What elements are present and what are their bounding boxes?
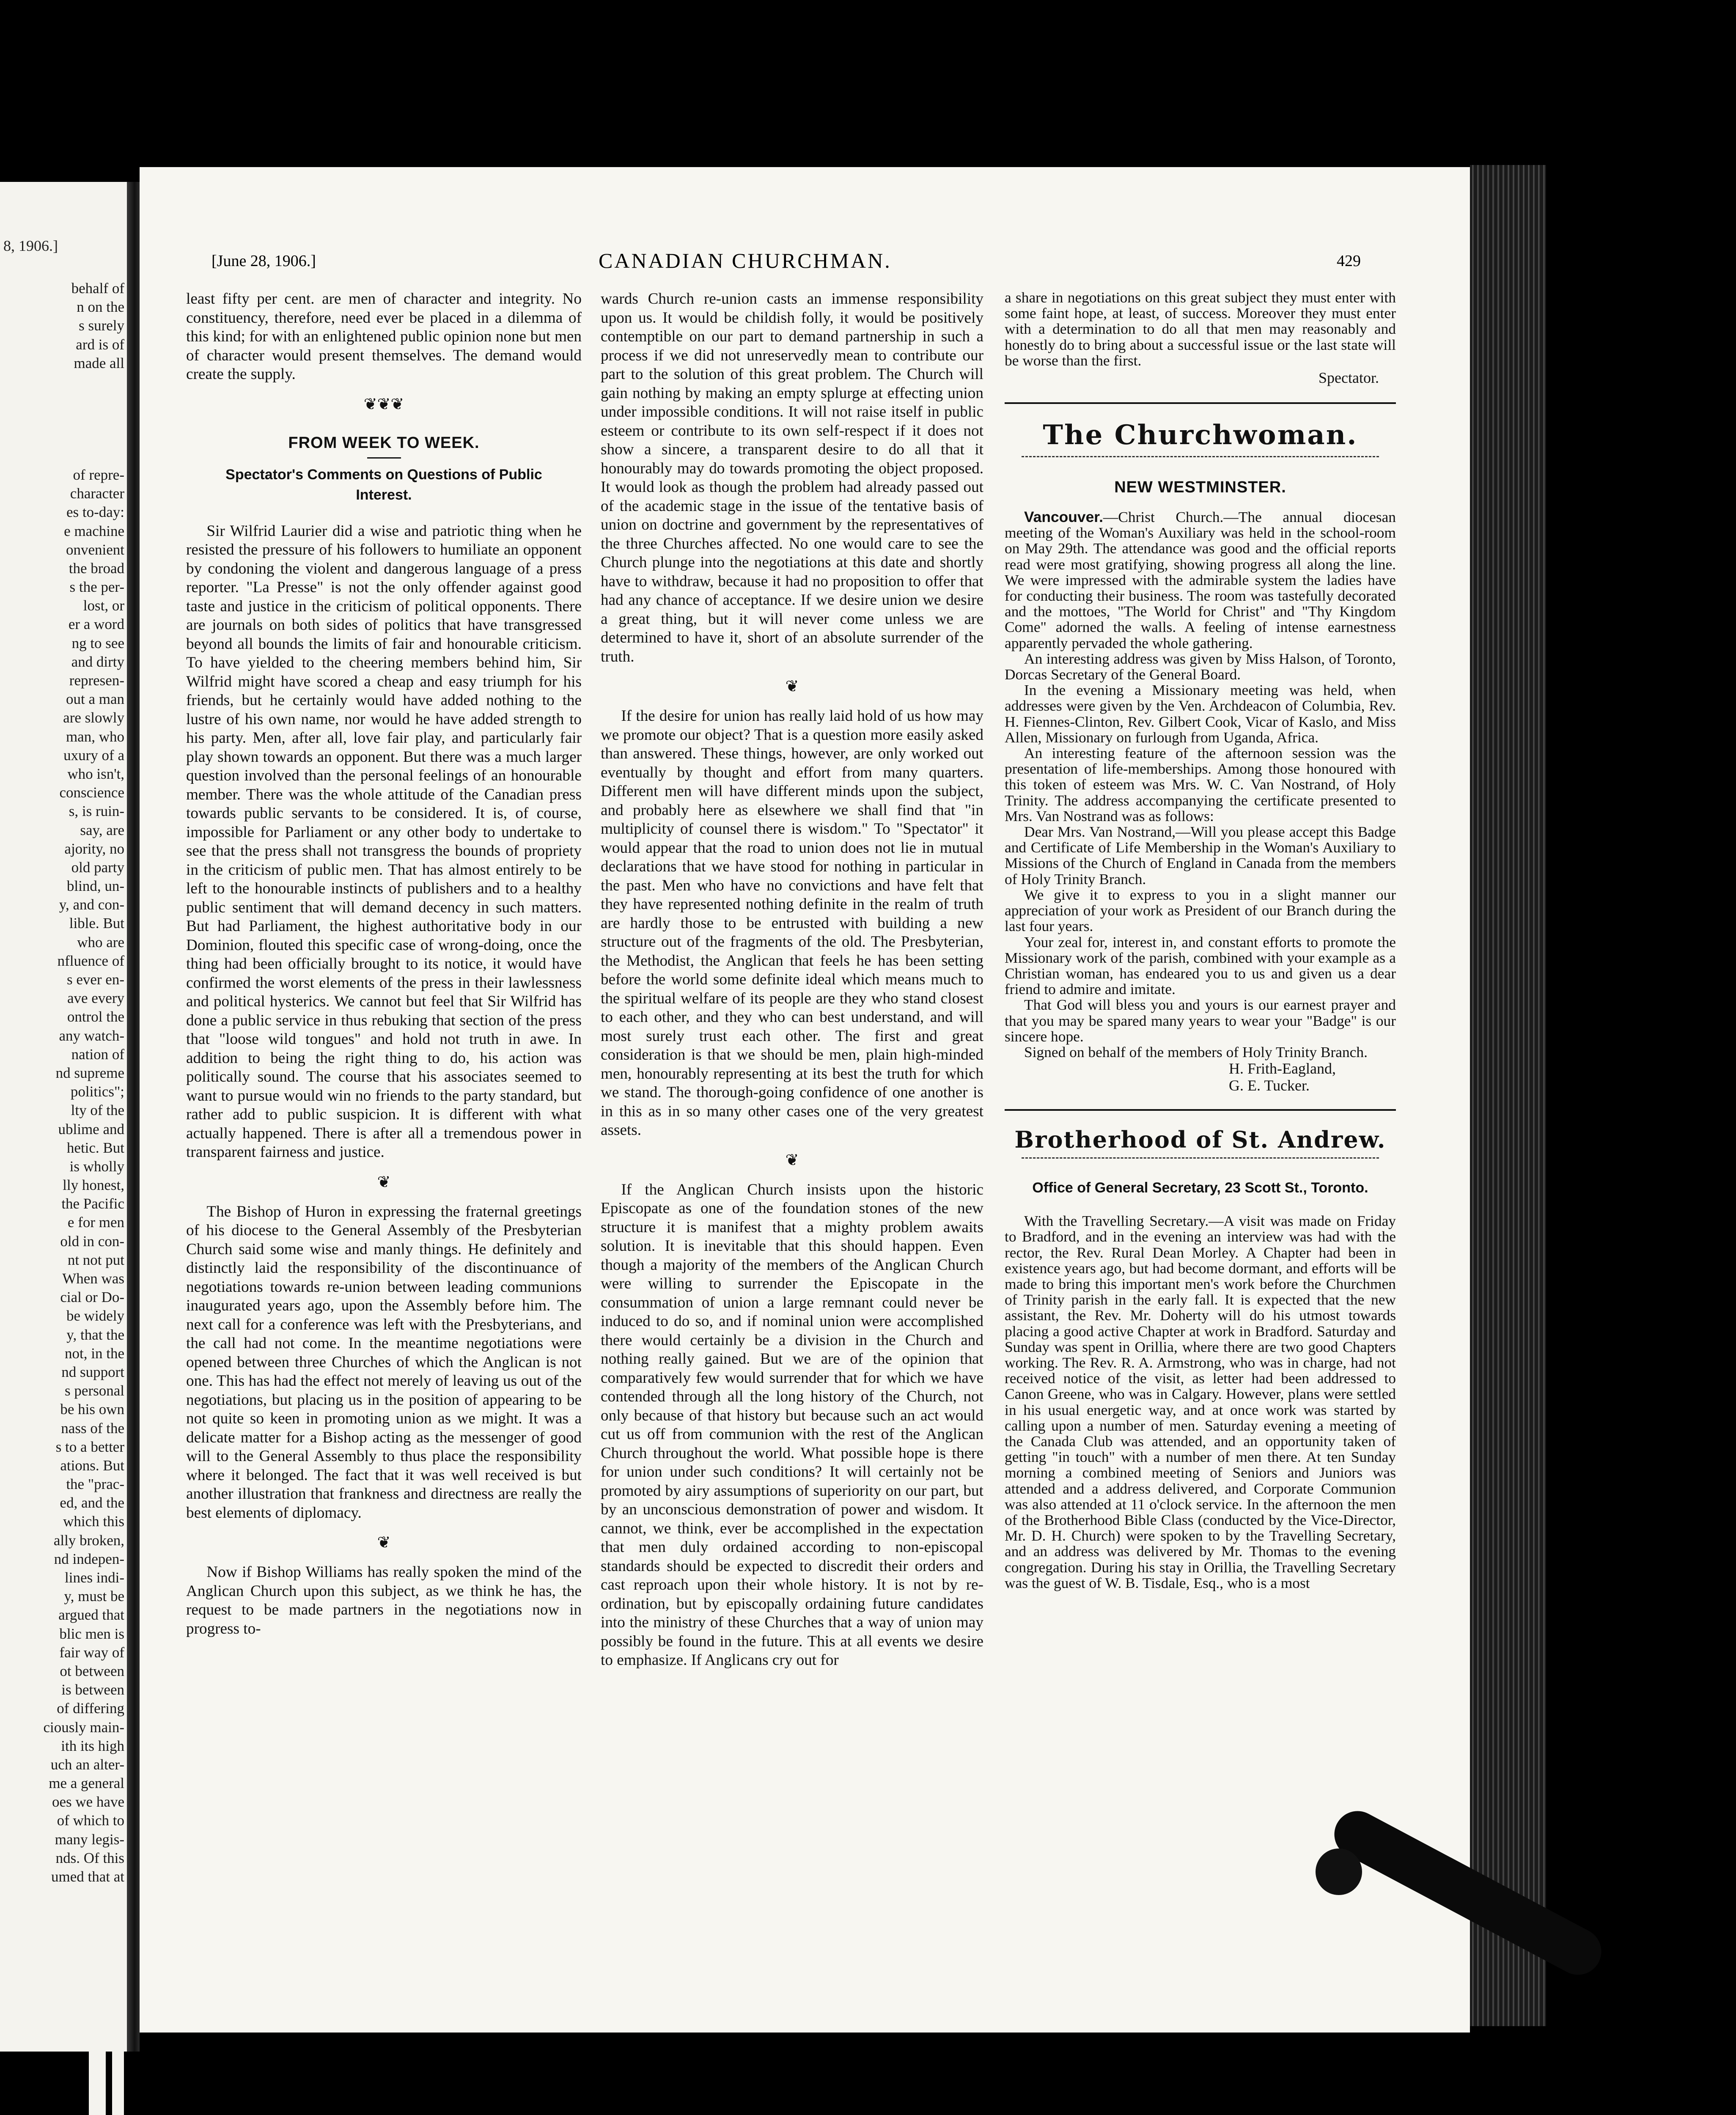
- facing-page-line: uch an alter-: [50, 1756, 124, 1773]
- facing-page-line: who are: [77, 934, 124, 950]
- facing-page-line: y, and con-: [59, 896, 124, 913]
- facing-page-line: n on the: [77, 299, 124, 316]
- facing-page-line: ontrol the: [67, 1008, 124, 1025]
- facing-page-line: which this: [63, 1513, 124, 1530]
- facing-page-line: of which to: [57, 1812, 124, 1829]
- facing-page-line: not, in the: [65, 1345, 124, 1362]
- facing-page-line: ajority, no: [64, 840, 124, 857]
- facing-page-left: [0, 182, 127, 2052]
- facing-page-line: the Pacific: [61, 1195, 124, 1212]
- brotherhood-heading: Brotherhood of St. Andrew.: [1014, 1126, 1386, 1154]
- paragraph: An interesting address was given by Miss Halson, of Toronto, Dorcas Secretary of the General Board.: [1005, 650, 1396, 683]
- facing-page-line: oes we have: [52, 1794, 124, 1810]
- facing-page-line: nd indepen-: [54, 1550, 124, 1567]
- facing-page-line: uxury of a: [63, 747, 124, 764]
- ornament: ❦: [377, 1534, 391, 1552]
- facing-page-line: When was: [62, 1270, 124, 1287]
- facing-page-line: s to a better: [55, 1438, 124, 1455]
- book-gutter: [127, 182, 140, 2052]
- facing-page-line: e for men: [67, 1214, 124, 1231]
- facing-page-line: s personal: [65, 1382, 124, 1399]
- facing-page-line: e machine: [64, 522, 124, 539]
- facing-page-line: ot between: [60, 1662, 124, 1679]
- facing-page-line: nation of: [71, 1046, 124, 1063]
- page-edge-strip: [89, 2052, 106, 2115]
- facing-page-line: man, who: [66, 728, 124, 745]
- divider: [1022, 456, 1379, 457]
- facing-page-line: lty of the: [71, 1102, 124, 1119]
- facing-page-text: [2, 279, 124, 1886]
- facing-page-line: ave every: [67, 990, 124, 1007]
- facing-page-line: politics";: [70, 1083, 124, 1100]
- divider: [1005, 402, 1396, 404]
- facing-page-line: umed that at: [51, 1868, 124, 1885]
- facing-page-line: character: [70, 485, 124, 502]
- facing-page-line: ng to see: [71, 634, 124, 651]
- facing-page-line: any watch-: [59, 1027, 124, 1044]
- facing-page-line: out a man: [66, 691, 124, 708]
- office-heading: Office of General Secretary, 23 Scott St., Toronto.: [1032, 1180, 1368, 1196]
- facing-page-line: ations. But: [60, 1457, 124, 1474]
- facing-page-line: es to-day:: [66, 504, 124, 521]
- facing-page-line: be his own: [60, 1401, 124, 1418]
- facing-page-line: nd support: [61, 1363, 124, 1380]
- signature: Spectator.: [1318, 369, 1379, 387]
- facing-page-line: cial or Do-: [60, 1289, 124, 1306]
- paragraph: That God will bless you and yours is our earnest prayer and that you may be spared many years to wear your "Badge" is our sincere hope.: [1005, 996, 1396, 1045]
- paragraph: We give it to express to you in a slight manner our appreciation of your work as President of our Branch during the last four years.: [1005, 886, 1396, 935]
- divider: [1005, 1109, 1396, 1111]
- facing-page-line: onvenient: [66, 541, 124, 558]
- facing-page-line: ally broken,: [53, 1532, 124, 1549]
- page-edge-strip: [112, 2052, 124, 2115]
- page-clip-tip: [1316, 1849, 1362, 1895]
- facing-page-line: of differing: [57, 1700, 124, 1717]
- facing-page-line: s, is ruin-: [69, 803, 124, 820]
- facing-page-line: ublime and: [58, 1121, 124, 1137]
- book-page-edges: [1470, 165, 1546, 2026]
- paragraph: In the evening a Missionary meeting was held, when addresses were given by the Ven. Archdeacon of Columbia, Rev. H. Fiennes-Clinton, Rev. Gilbert Cook, Vicar of Kaslo, and Miss Allen, Missionary on furlough from Uganda, Africa.: [1005, 681, 1396, 746]
- facing-page-line: behalf of: [71, 280, 124, 297]
- facing-page-line: ed, and the: [60, 1494, 124, 1511]
- facing-page-line: argued that: [58, 1607, 124, 1623]
- ornament: ❦❦❦: [363, 395, 404, 413]
- page-number: 429: [1337, 252, 1361, 270]
- section-title: FROM WEEK TO WEEK.: [288, 434, 480, 452]
- paragraph: Signed on behalf of the members of Holy Trinity Branch.: [1024, 1043, 1368, 1060]
- column-2: [601, 290, 983, 1670]
- facing-page-line: ciously main-: [43, 1719, 124, 1736]
- running-head: [0, 249, 1470, 277]
- column-3: [1005, 290, 1396, 1591]
- publication-title: CANADIAN CHURCHMAN.: [599, 249, 892, 272]
- facing-page-line: lible. But: [69, 915, 124, 932]
- facing-page-line: s the per-: [69, 579, 124, 596]
- facing-page-line: lly honest,: [63, 1177, 124, 1194]
- facing-page-line: many legis-: [55, 1831, 124, 1848]
- facing-page-line: old in con-: [60, 1233, 124, 1250]
- facing-page-line: who isn't,: [67, 765, 124, 782]
- facing-page-line: ith its high: [61, 1737, 124, 1754]
- facing-page-line: nd supreme: [55, 1064, 124, 1081]
- facing-page-line: fair way of: [59, 1644, 124, 1661]
- facing-page-line: lines indi-: [65, 1569, 124, 1586]
- facing-page-line: y, that the: [66, 1326, 124, 1343]
- paragraph: Sir Wilfrid Laurier did a wise and patriotic thing when he resisted the pressure of his followers to humiliate an opponent by condoning the violent and dangerous language of a press reporter. "La Presse" is not the only offender against good taste and justice in the criticism of political opponents. There are journals on both sides of politics that have transgressed beyond all bounds the limits of fair and honourable criticism. To have yielded to the cheering members behind him, Sir Wilfrid might have scored a cheap and easy triumph for his friends, but he certainly would have added nothing to the lustre of his own name, nor would he have added strength to his party. Men, after all, love fair play, and particularly fair play shown towards an opponent. But there was a much larger question involved than the personal feelings of an honourable member. There was the whole attitude of the Canadian press towards public servants to be considered. It is, of course, impossible for Parliament or any other body to undertake to see that the press shall not transgress the bounds of propriety in the criticism of public men. That has almost entirely to be left to the honourable instincts of publishers and to a healthy public sentiment that will demand decency in such matters. But had Parliament, the highest authoritative body in our Dominion, flouted this specific case of wrong-doing, once the thing had been officially brought to its notice, it would have confirmed the worst elements of the press in their lawlessness and political hysterics. We cannot but feel that Sir Wilfrid has done a public service in thus rebuking that section of the press that "loose wild tongues" and hold not truth in awe. In addition to being the right thing to do, his action was politically sound. The course that his associates seemed to want to pursue would win no friends to the party standard, but rather add to public suspicion. It is different with what actually happened. There is after all a tremendous power in transparent fairness and justice.: [186, 522, 582, 1161]
- divider: [367, 457, 401, 459]
- facing-page-line: the broad: [69, 560, 124, 577]
- facing-page-line: represen-: [69, 672, 124, 689]
- facing-page-line: hetic. But: [66, 1139, 124, 1156]
- dateline: Vancouver.: [1024, 508, 1103, 526]
- facing-page-line: s surely: [79, 317, 124, 334]
- facing-page-line: er a word: [68, 616, 124, 633]
- paragraph: If the Anglican Church insists upon the historic Episcopate as one of the foundation stones of the new structure it is manifest that a mighty problem awaits solution. It is inevitable that this should happen. Even though a majority of the members of the Anglican Church were willing to surrender the Episcopate in the consummation of union a large remnant could never be induced to do so, and if nominal union were accomplished there would certainly be a division in the Church and nothing really gained. But we are of the opinion that comparatively few would surrender that for which we have contended through all the long history of the Church, not only because of that history but because such an act would cut us off from communion with the rest of the Anglican Church throughout the world. What possible hope is there for union under such conditions? It will certainly not be promoted by airy assumptions of superiority on our part, but by an unconscious demonstration of power and wisdom. It cannot, we think, ever be accomplished in the expectation that men duly ordained according to non-episcopal standards should be expected to discredit their orders and cast reproach upon their whole history. It is not by re-ordination, but by episcopally ordaining future candidates into the ministry of these Churches that a way of union may possibly be found in the future. This at all events we desire to emphasize. If Anglicans cry out for: [601, 1181, 983, 1669]
- facing-page-line: are slowly: [63, 709, 124, 726]
- ornament: ❦: [785, 678, 799, 695]
- paragraph: a share in negotiations on this great subject they must enter with some faint hope, at least, of success. Moreover they must enter with a determination to do all that men may reasonably and honestly do to bring about a successful issue or the last state will be worse than the first.: [1005, 289, 1396, 369]
- paragraph: wards Church re-union casts an immense responsibility upon us. It would be childish folly, it would be positively contemptible on our part to demand partnership in such a process if we did not unreservedly mean to contribute our part to the solution of this great problem. The Church will gain nothing by making an empty splurge at effecting union under impossible conditions. It will not raise itself in public esteem or contribute to its own self-respect if it does not show a sincere, a transparent desire to do all that it honourably may do towards promoting the object proposed. It would look as though the problem had already passed out of the academic stage in the issue of the tentative basis of union on doctrine and government by the representatives of the three Churches affected. No one would care to see the Church plunge into the negotiations at this date and shortly have to withdraw, because it had no proposition to offer that had any chance of acceptance. If we desire union we desire a great thing, but it will never come unless we are determined to have it, short of an absolute surrender of the truth.: [601, 290, 983, 665]
- issue-date: [June 28, 1906.]: [212, 252, 316, 270]
- paragraph: Your zeal for, interest in, and constant efforts to promote the Missionary work of the parish, combined with your example as a Christian woman, has endeared you to us and given us a dear friend to admire and imitate.: [1005, 933, 1396, 998]
- facing-page-line: nt not put: [67, 1251, 124, 1268]
- paragraph: An interesting feature of the afternoon session was the presentation of life-memberships. Among those honoured with this token of esteem was Mrs. W. C. Van Nostrand, of Holy Trinity. The address accompanying the certificate presented to Mrs. Van Nostrand was as follows:: [1005, 744, 1396, 824]
- churchwoman-heading: The Churchwoman.: [1043, 419, 1358, 451]
- paragraph: Now if Bishop Williams has really spoken the mind of the Anglican Church upon this subject, as we think he has, the request to be made partners in the negotiations now in progress to-: [186, 1563, 582, 1637]
- section-subtitle: Spectator's Comments on Questions of Public Interest.: [225, 466, 542, 503]
- facing-page-line: blic men is: [59, 1625, 124, 1642]
- facing-page-line: lost, or: [83, 597, 124, 614]
- facing-page-line: nass of the: [61, 1420, 124, 1437]
- facing-page-line: of repre-: [73, 466, 124, 483]
- facing-page-line: conscience: [59, 784, 124, 801]
- facing-page-line: the "prac-: [66, 1476, 124, 1493]
- facing-page-line: be widely: [66, 1307, 124, 1324]
- facing-page-line: say, are: [80, 821, 124, 838]
- facing-page-header: 8, 1906.]: [3, 237, 58, 254]
- paragraph: Dear Mrs. Van Nostrand,—Will you please accept this Badge and Certificate of Life Membership in the Woman's Auxiliary to Missions of the Church of England in Canada from the members of Holy Trinity Branch.: [1005, 823, 1396, 887]
- facing-page-line: s ever en-: [66, 971, 124, 988]
- facing-page-line: and dirty: [71, 653, 124, 670]
- facing-page-line: nds. Of this: [55, 1849, 124, 1866]
- diocese-heading: NEW WESTMINSTER.: [1114, 478, 1286, 497]
- column-1: [186, 290, 582, 1638]
- facing-page-line: made all: [74, 354, 124, 371]
- paragraph: The Bishop of Huron in expressing the fraternal greetings of his diocese to the General Assembly of the Presbyterian Church said some wise and manly things. He definitely and distinctly laid the responsibility of the discontinuance of negotiations towards re-union between leading communions inaugurated years ago, upon the Assembly before him. The next call for a conference was left with the Presbyterians, and the call had not come. In the meantime negotiations were opened between three Churches of which the Anglican is not one. This has had the effect not merely of leaving us out of the negotiations, but placing us in the position of appearing to be not quite so keen in promoting union as we might. It was a delicate matter for a Bishop acting as the messenger of good will to the General Assembly to thus place the responsibility where it belonged. The fact that it was well received is but another illustration that frankness and directness are really the best elements of diplomacy.: [186, 1203, 582, 1522]
- ornament: ❦: [785, 1151, 799, 1169]
- facing-page-line: old party: [71, 859, 124, 876]
- facing-page-line: nfluence of: [57, 952, 124, 969]
- signatory: G. E. Tucker.: [1229, 1077, 1310, 1094]
- facing-page-line: y, must be: [64, 1588, 124, 1605]
- signatory: H. Frith-Eagland,: [1229, 1060, 1336, 1077]
- ornament: ❦: [377, 1173, 391, 1191]
- facing-page-line: ard is of: [76, 336, 124, 353]
- paragraph: If the desire for union has really laid hold of us how may we promote our object? That is a question more easily asked than answered. These things, however, are only worked out eventually by thought and effort from many quarters. Different men will have different minds upon the subject, and probably here as elsewhere we shall find that "in multiplicity of counsel there is wisdom." To "Spectator" it would appear that the road to union does not lie in mutual declarations that we have stood for nothing in particular in the past. Men who have no convictions and have felt that they have represented nothing definite in the realm of truth are hardly those to be entrusted with building a new structure out of the fragments of the old. The Presbyterian, the Methodist, the Anglican that feels he has been setting before the world some definite ideal which means much to the spiritual welfare of its people are they who stand closest to each other, and they who can best understand, and will most surely trust each other. The first and great consideration is that we should be men, plain high-minded men, honourably representing at its best the truth for which we stand. The thorough-going confidence of one another is in this as in so many other cases one of the very greatest assets.: [601, 707, 983, 1139]
- facing-page-line: is between: [61, 1681, 124, 1698]
- facing-page-line: me a general: [49, 1775, 124, 1792]
- facing-page-line: is wholly: [69, 1158, 124, 1175]
- facing-page-line: blind, un-: [66, 878, 124, 895]
- paragraph: least fifty per cent. are men of character and integrity. No constituency, therefore, need ever be placed in a dilemma of this kind; for with an enlightened public opinion none but men of character would present themselves. The demand would create the supply.: [186, 290, 582, 383]
- paragraph: With the Travelling Secretary.—A visit was made on Friday to Bradford, and in the evening an interview was had with the rector, the Rev. Rural Dean Morley. A Chapter had been in existence years ago, but had become dormant, and efforts will be made to bring this important men's work before the Churchmen of Trinity parish in the early fall. It is expected that the new assistant, the Rev. Mr. Doherty will do his utmost towards placing a good active Chapter at work in Bradford. Saturday and Sunday was spent in Orillia, where there are two good Chapters working. The Rev. R. A. Armstrong, who was in charge, had not received notice of the visit, as letter had been addressed to Canon Greene, who was in Calgary. However, plans were settled in his usual energetic way, and at once work was started by calling upon a number of men. Saturday evening a meeting of the Canada Club was attended, and an opportunity taken of getting "in touch" with a number of men there. At ten Sunday morning a combined meeting of Seniors and Juniors was attended and a address delivered, and Corporate Communion was also attended at 11 o'clock service. In the afternoon the men of the Brotherhood Bible Class (conducted by the Vice-Director, Mr. D. H. Church) were spoken to by the Travelling Secretary, and an address was delivered by Mr. Thomas to the evening congregation. During his stay in Orillia, the Travelling Secretary was the guest of W. B. Tisdale, Esq., who is a most: [1005, 1212, 1396, 1591]
- divider: [1022, 1157, 1379, 1159]
- paragraph: —Christ Church.—The annual diocesan meeting of the Woman's Auxiliary was held in the school-room on May 29th. The attendance was good and the official reports read were most gratifying, showing progress all along the line. We were impressed with the admirable system the ladies have for conducting their business. The room was tastefully decorated and the mottoes, "The World for Christ" and "Thy Kingdom Come" adorned the walls. A feeling of intense earnestness apparently pervaded the whole gathering.: [1005, 508, 1396, 651]
